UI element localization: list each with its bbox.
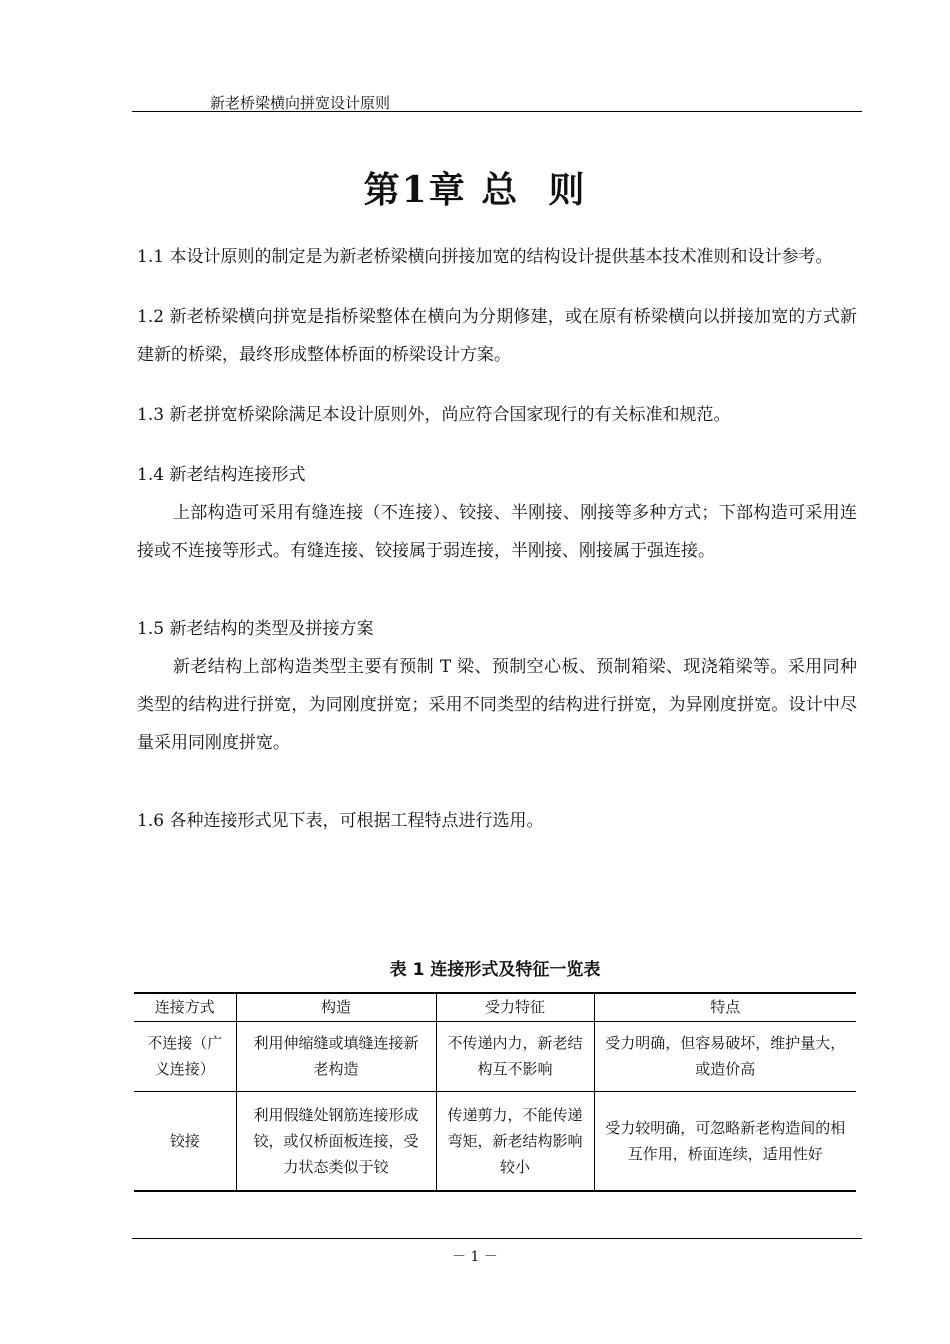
table-cell: 受力明确，但容易破坏，维护量大，或造价高 xyxy=(594,1021,856,1091)
table-cell: 铰接 xyxy=(169,1131,200,1150)
table-cell: 利用伸缩缝或填缝连接新老构造 xyxy=(236,1021,436,1091)
body-content xyxy=(137,238,857,840)
chapter-title-text: 第1章 总 则 xyxy=(363,169,587,211)
section-1-2: 1.2 新老桥梁横向拼宽是指桥梁整体在横向为分期修建，或在原有桥梁横向以拼接加宽的方式新建新的桥梁，最终形成整体桥面的桥梁设计方案。 xyxy=(137,307,857,365)
chapter-title xyxy=(0,162,950,213)
running-header: 新老桥梁横向拼宽设计原则 xyxy=(210,94,391,112)
footer-rule xyxy=(132,1238,862,1239)
table-header-row xyxy=(134,993,856,1021)
table-cell: 受力较明确，可忽略新老构造间的相互作用，桥面连续，适用性好 xyxy=(594,1091,856,1191)
section-1-6: 1.6 各种连接形式见下表，可根据工程特点进行选用。 xyxy=(137,811,544,831)
table-row xyxy=(134,1091,856,1191)
section-1-4-heading: 1.4 新老结构连接形式 xyxy=(137,465,306,485)
table-caption: 表 1 连接形式及特征一览表 xyxy=(389,960,601,980)
section-1-4-body: 上部构造可采用有缝连接（不连接）、铰接、半刚接、刚接等多种方式；下部构造可采用连接或不连接等形式。有缝连接、铰接属于弱连接，半刚接、刚接属于强连接。 xyxy=(137,503,857,561)
connection-types-table xyxy=(134,992,856,1192)
section-1-3: 1.3 新老拼宽桥梁除满足本设计原则外，尚应符合国家现行的有关标准和规范。 xyxy=(137,405,731,425)
table-row xyxy=(134,1021,856,1091)
table-header-cell: 连接方式 xyxy=(154,998,215,1017)
section-1-1: 1.1 本设计原则的制定是为新老桥梁横向拼接加宽的结构设计提供基本技术准则和设计参考。 xyxy=(137,247,833,267)
table-cell: 不传递内力，新老结构互不影响 xyxy=(436,1021,594,1091)
section-1-5-heading: 1.5 新老结构的类型及拼接方案 xyxy=(137,619,374,639)
table-header-cell: 特点 xyxy=(594,993,856,1021)
table-cell: 利用假缝处钢筋连接形成铰，或仅桥面板连接，受力状态类似于铰 xyxy=(236,1091,436,1191)
section-1-5-body: 新老结构上部构造类型主要有预制 T 梁、预制空心板、预制箱梁、现浇箱梁等。采用同种类型的结构进行拼宽，为同刚度拼宽；采用不同类型的结构进行拼宽，为异刚度拼宽。设计中尽量采用同刚度拼宽。 xyxy=(137,657,857,753)
table-header-cell: 受力特征 xyxy=(436,993,594,1021)
table-cell: 传递剪力，不能传递弯矩，新老结构影响较小 xyxy=(436,1091,594,1191)
table-cell: 不连接（广义连接） xyxy=(147,1034,223,1078)
table-header-cell: 构造 xyxy=(236,993,436,1021)
page-number: － 1 － xyxy=(452,1249,498,1265)
header-rule xyxy=(132,111,862,112)
